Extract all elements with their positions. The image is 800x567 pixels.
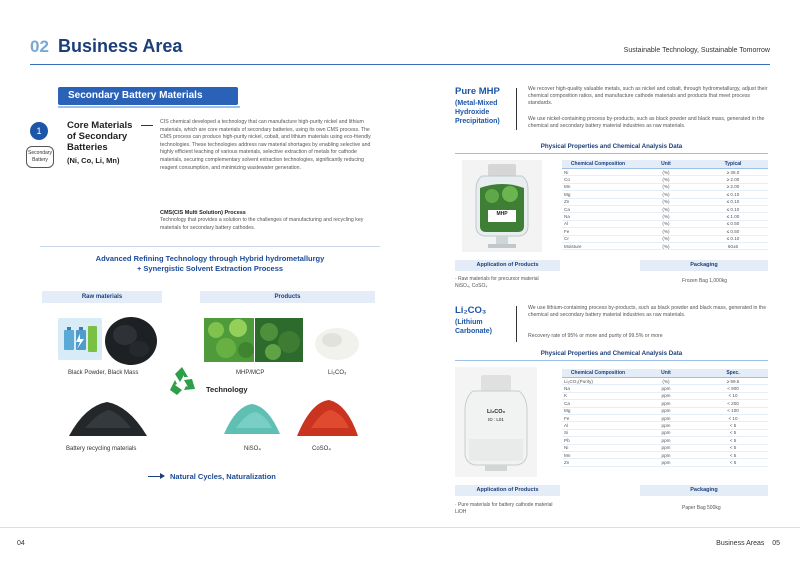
li2co3-application-text bbox=[455, 502, 553, 515]
core-line-2: of Secondary bbox=[67, 131, 128, 142]
technology-label: Technology bbox=[206, 385, 248, 394]
li2co3-table-cell: Ca bbox=[562, 400, 634, 407]
li2co3-table-title-underline bbox=[455, 360, 768, 361]
mhp-table-row bbox=[562, 169, 768, 176]
core-line-1: Core Materials bbox=[67, 120, 133, 131]
process-title-line-2: + Synergistic Solvent Extraction Process bbox=[136, 264, 284, 273]
core-line-4: (Ni, Co, Li, Mn) bbox=[67, 156, 120, 165]
mhp-caption: MHP/MCP bbox=[236, 370, 265, 376]
mhp-table-cell: (%) bbox=[634, 220, 698, 227]
li2co3-table-cell: K bbox=[562, 392, 634, 399]
li2co3-table-cell: (%) bbox=[634, 378, 698, 385]
mhp-table-cell: Na bbox=[562, 213, 634, 220]
mhp-table-cell: ≤ 0.10 bbox=[698, 198, 768, 205]
mhp-table-cell: (%) bbox=[634, 198, 698, 205]
mhp-table-cell: (%) bbox=[634, 228, 698, 235]
li2co3-table-row bbox=[562, 459, 768, 466]
li2co3-table-cell: ppm bbox=[634, 407, 698, 414]
li2co3-jar-image bbox=[455, 367, 537, 477]
li2co3-table-cell: ppm bbox=[634, 392, 698, 399]
mhp-table-cell: (%) bbox=[634, 235, 698, 242]
cms-process-body: Technology that provides a solution to the challenges of manufacturing and recycling key materials for secondary battery cathodes. bbox=[160, 217, 364, 231]
mhp-table-cell: (%) bbox=[634, 213, 698, 220]
section-number: 02 bbox=[30, 37, 49, 56]
li2co3-table-cell: Mg bbox=[562, 407, 634, 414]
li2co3-table-cell: < 5 bbox=[698, 459, 768, 466]
mhp-table-cell: ≤ 0.10 bbox=[698, 191, 768, 198]
li2co3-sub-line-2: Carbonate) bbox=[455, 328, 492, 335]
li2co3-table-cell: Pb bbox=[562, 437, 634, 444]
mhp-table-cell: ≤ 0.50 bbox=[698, 228, 768, 235]
li2co3-table-row bbox=[562, 437, 768, 444]
mhp-sub-line-1: (Metal-Mixed bbox=[455, 100, 498, 107]
mhp-table-cell: Ni bbox=[562, 169, 634, 176]
tagline: Sustainable Technology, Sustainable Tomorrow bbox=[623, 47, 770, 54]
mhp-sub-line-3: Precipitation) bbox=[455, 118, 500, 125]
mhp-para-2: We use nickel-containing process by-products, such as black powder and black mass, generated in the chemical and secondary battery material industries as raw materials. bbox=[528, 116, 765, 129]
mhp-application-line-1: · Raw materials for precursor material bbox=[455, 276, 539, 282]
li2co3-col-unit: Unit bbox=[634, 369, 698, 378]
mhp-table-title: Physical Properties and Chemical Analysis Data bbox=[540, 143, 683, 150]
li2co3-divider bbox=[516, 306, 517, 342]
mhp-table-cell: 60±5 bbox=[698, 242, 768, 249]
li2co3-table-row bbox=[562, 392, 768, 399]
battery-icon-image bbox=[58, 318, 102, 360]
li2co3-table-cell: Zn bbox=[562, 459, 634, 466]
mhp-col-typical: Typical bbox=[698, 160, 768, 169]
mhp-table-cell: (%) bbox=[634, 205, 698, 212]
mhp-col-composition: Chemical Composition bbox=[562, 160, 634, 169]
black-powder-caption: Black Powder, Black Mass bbox=[68, 370, 139, 376]
li2co3-table-title: Physical Properties and Chemical Analysis Data bbox=[540, 350, 683, 357]
mhp-table-cell: (%) bbox=[634, 242, 698, 249]
li2co3-table-cell: ppm bbox=[634, 451, 698, 458]
battery-recycling-image bbox=[65, 398, 150, 438]
process-title bbox=[60, 254, 360, 274]
li2co3-table-cell: < 10 bbox=[698, 392, 768, 399]
mhp-packaging-label: Packaging bbox=[640, 260, 768, 271]
niso4-image bbox=[222, 400, 282, 436]
mhp-table-cell: Co bbox=[562, 176, 634, 183]
li2co3-subtitle bbox=[455, 318, 492, 336]
li2co3-application-line-1: · Pure materials for battery cathode material bbox=[455, 502, 553, 508]
mhp-jar-image bbox=[462, 160, 542, 252]
mhp-col-unit: Unit bbox=[634, 160, 698, 169]
li2co3-col-spec: Spec. bbox=[698, 369, 768, 378]
li2co3-table-cell: ppm bbox=[634, 385, 698, 392]
li2co3-sub-line-1: (Lithium bbox=[455, 319, 483, 326]
li2co3-table-cell: ppm bbox=[634, 429, 698, 436]
mhp-table-row bbox=[562, 198, 768, 205]
section-title: Secondary Battery Materials bbox=[58, 87, 238, 105]
mhp-table-cell: (%) bbox=[634, 183, 698, 190]
core-dash bbox=[141, 125, 153, 126]
li2co3-application-line-2: LiOH bbox=[455, 508, 467, 515]
section-index-badge: 1 bbox=[30, 122, 48, 140]
li2co3-table-row bbox=[562, 400, 768, 407]
li2co3-table-cell: Al bbox=[562, 422, 634, 429]
mhp-application-line-2: NiSO₄, CoSO₄ bbox=[455, 282, 488, 289]
li2co3-table-row bbox=[562, 378, 768, 385]
cms-process-title: CMS(CIS Multi Solution) Process bbox=[160, 210, 246, 216]
header-divider bbox=[30, 64, 770, 65]
li2co3-table-cell: < 100 bbox=[698, 407, 768, 414]
right-footer bbox=[716, 540, 780, 547]
mhp-table-row bbox=[562, 191, 768, 198]
mhp-subtitle bbox=[455, 99, 500, 126]
mhp-table-row bbox=[562, 205, 768, 212]
li2co3-packaging-value: Paper Bag 500kg bbox=[682, 505, 721, 511]
process-title-line-1: Advanced Refining Technology through Hybrid hydrometallurgy bbox=[95, 254, 325, 263]
footer-divider bbox=[0, 527, 800, 528]
li2co3-table-cell: Fe bbox=[562, 414, 634, 421]
mhp-table-row bbox=[562, 242, 768, 249]
mhp-table-cell: ≤ 0.10 bbox=[698, 235, 768, 242]
mhp-image bbox=[204, 318, 254, 362]
mhp-table-cell: Al bbox=[562, 220, 634, 227]
secondary-battery-hex-icon bbox=[26, 146, 54, 168]
li2co3-table-cell: < 5 bbox=[698, 422, 768, 429]
li2co3-table-cell: ≥ 99.5 bbox=[698, 378, 768, 385]
core-materials-heading bbox=[67, 120, 147, 166]
hex-label-1: Secondary bbox=[28, 150, 52, 156]
li2co3-table-row bbox=[562, 451, 768, 458]
li2co3-table-cell: ppm bbox=[634, 414, 698, 421]
mhp-table-cell: Mn bbox=[562, 183, 634, 190]
li2co3-jar-label-2: ID : L01 bbox=[488, 417, 504, 422]
mhp-table-cell: Mg bbox=[562, 191, 634, 198]
mhp-para-1: We recover high-quality valuable metals, such as nickel and cobalt, through hydrometallurgy, adjust their chemical composition ratios, and manufacture cathode materials and products that meet process standards. bbox=[528, 86, 768, 106]
li2co3-para-2: Recovery rate of 95% or more and purity of 99.5% or more bbox=[528, 333, 663, 339]
cycle-arrow-icon bbox=[160, 473, 165, 479]
mhp-application-label: Application of Products bbox=[455, 260, 560, 271]
li2co3-table-cell: Ni bbox=[562, 444, 634, 451]
mhp-table-cell: (%) bbox=[634, 191, 698, 198]
niso4-caption: NiSO₄ bbox=[244, 446, 261, 452]
li2co3-table-cell: Li₂CO₃(Purity) bbox=[562, 378, 634, 385]
li2co3-table-cell: Mn bbox=[562, 451, 634, 458]
coso4-image bbox=[295, 396, 360, 438]
core-body-text: CIS chemical developed a technology that can manufacture high-purity nickel and lithium materials, which are core materials of secondary batteries, using its own CMS process. The CMS process can produce high-purity nickel, cobalt, and lithium materials using eco-friendly technologies. These technologies address raw material shortages by enabling selective and highly efficient leaching of various materials, selective extraction of metals for cathode materials, securing complementary solvent extraction technologies, significantly reducing reagent consumption, and minimizing wastewater generation. bbox=[160, 119, 371, 171]
battery-recycling-caption: Battery recycling materials bbox=[66, 446, 137, 452]
raw-materials-label: Raw materials bbox=[42, 291, 162, 303]
li2co3-table-cell: < 200 bbox=[698, 400, 768, 407]
li2co3-table-cell: < 900 bbox=[698, 385, 768, 392]
mhp-table-cell: ≥ 2.00 bbox=[698, 176, 768, 183]
process-divider bbox=[40, 246, 380, 247]
li2co3-title: Li₂CO₃ bbox=[455, 305, 487, 316]
mhp-table-title-underline bbox=[455, 153, 768, 154]
li2co3-table-row bbox=[562, 444, 768, 451]
mhp-table-cell: Fe bbox=[562, 228, 634, 235]
li2co3-caption: Li₂CO₃ bbox=[328, 370, 347, 376]
li2co3-table-cell: Na bbox=[562, 385, 634, 392]
li2co3-packaging-label: Packaging bbox=[640, 485, 768, 496]
mhp-table-cell: ≤ 1.00 bbox=[698, 213, 768, 220]
mhp-jar-label: MHP bbox=[496, 211, 508, 217]
products-label: Products bbox=[200, 291, 375, 303]
core-line-3: Batteries bbox=[67, 142, 108, 153]
mhp-title: Pure MHP bbox=[455, 86, 500, 97]
section-title-underline bbox=[58, 106, 240, 108]
mhp-table-cell: Ca bbox=[562, 205, 634, 212]
li2co3-table-cell: < 5 bbox=[698, 437, 768, 444]
mhp-table-row bbox=[562, 176, 768, 183]
black-mass-image bbox=[103, 311, 158, 366]
mhp-table-cell: ≥ 2.00 bbox=[698, 183, 768, 190]
mhp-application-text bbox=[455, 276, 539, 289]
li2co3-table-row bbox=[562, 414, 768, 421]
mhp-divider bbox=[516, 88, 517, 130]
li2co3-table-row bbox=[562, 429, 768, 436]
left-page-number: 04 bbox=[17, 540, 25, 547]
natural-cycles-label: Natural Cycles, Naturalization bbox=[170, 472, 276, 481]
mhp-sub-line-2: Hydroxide bbox=[455, 109, 490, 116]
recycle-icon bbox=[165, 364, 199, 398]
mhp-table-cell: ≤ 0.10 bbox=[698, 205, 768, 212]
mhp-table-cell: ≤ 0.50 bbox=[698, 220, 768, 227]
mhp-table bbox=[562, 160, 768, 250]
mhp-table-row bbox=[562, 220, 768, 227]
mhp-table-cell: ≥ 36.0 bbox=[698, 169, 768, 176]
hex-label-2: Battery bbox=[32, 157, 48, 163]
li2co3-table-cell: ppm bbox=[634, 444, 698, 451]
li2co3-table-cell: Si bbox=[562, 429, 634, 436]
li2co3-table-row bbox=[562, 422, 768, 429]
mcp-image bbox=[255, 318, 303, 362]
mhp-table-row bbox=[562, 235, 768, 242]
li2co3-col-composition: Chemical Composition bbox=[562, 369, 634, 378]
li2co3-table-cell: ppm bbox=[634, 422, 698, 429]
right-page-number: 05 bbox=[772, 540, 780, 547]
li2co3-application-label: Application of Products bbox=[455, 485, 560, 496]
mhp-table-cell: Cr bbox=[562, 235, 634, 242]
li2co3-jar-label-1: Li₂CO₃ bbox=[486, 409, 506, 415]
li2co3-table-cell: < 5 bbox=[698, 451, 768, 458]
mhp-table-row bbox=[562, 213, 768, 220]
mhp-table-cell: Moisture bbox=[562, 242, 634, 249]
li2co3-table-row bbox=[562, 385, 768, 392]
li2co3-jar-label bbox=[475, 409, 517, 423]
right-footer-label: Business Areas bbox=[716, 540, 765, 547]
li2co3-table bbox=[562, 369, 768, 467]
mhp-table-cell: (%) bbox=[634, 169, 698, 176]
li2co3-table-cell: ppm bbox=[634, 437, 698, 444]
mhp-table-row bbox=[562, 228, 768, 235]
li2co3-table-cell: ppm bbox=[634, 459, 698, 466]
li2co3-para-1: We use lithium-containing process by-products, such as black powder and black mass, generated in the chemical and secondary battery material industries as raw materials. bbox=[528, 305, 767, 318]
mhp-table-row bbox=[562, 183, 768, 190]
li2co3-table-row bbox=[562, 407, 768, 414]
mhp-packaging-value: Frozen Bag 1,000kg bbox=[682, 278, 728, 284]
li2co3-table-cell: < 10 bbox=[698, 414, 768, 421]
li2co3-image bbox=[312, 318, 362, 362]
page-title: Business Area bbox=[58, 36, 183, 56]
li2co3-table-cell: < 5 bbox=[698, 444, 768, 451]
coso4-caption: CoSO₄ bbox=[312, 446, 331, 452]
mhp-table-cell: Zn bbox=[562, 198, 634, 205]
li2co3-table-cell: < 5 bbox=[698, 429, 768, 436]
mhp-table-cell: (%) bbox=[634, 176, 698, 183]
li2co3-table-cell: ppm bbox=[634, 400, 698, 407]
